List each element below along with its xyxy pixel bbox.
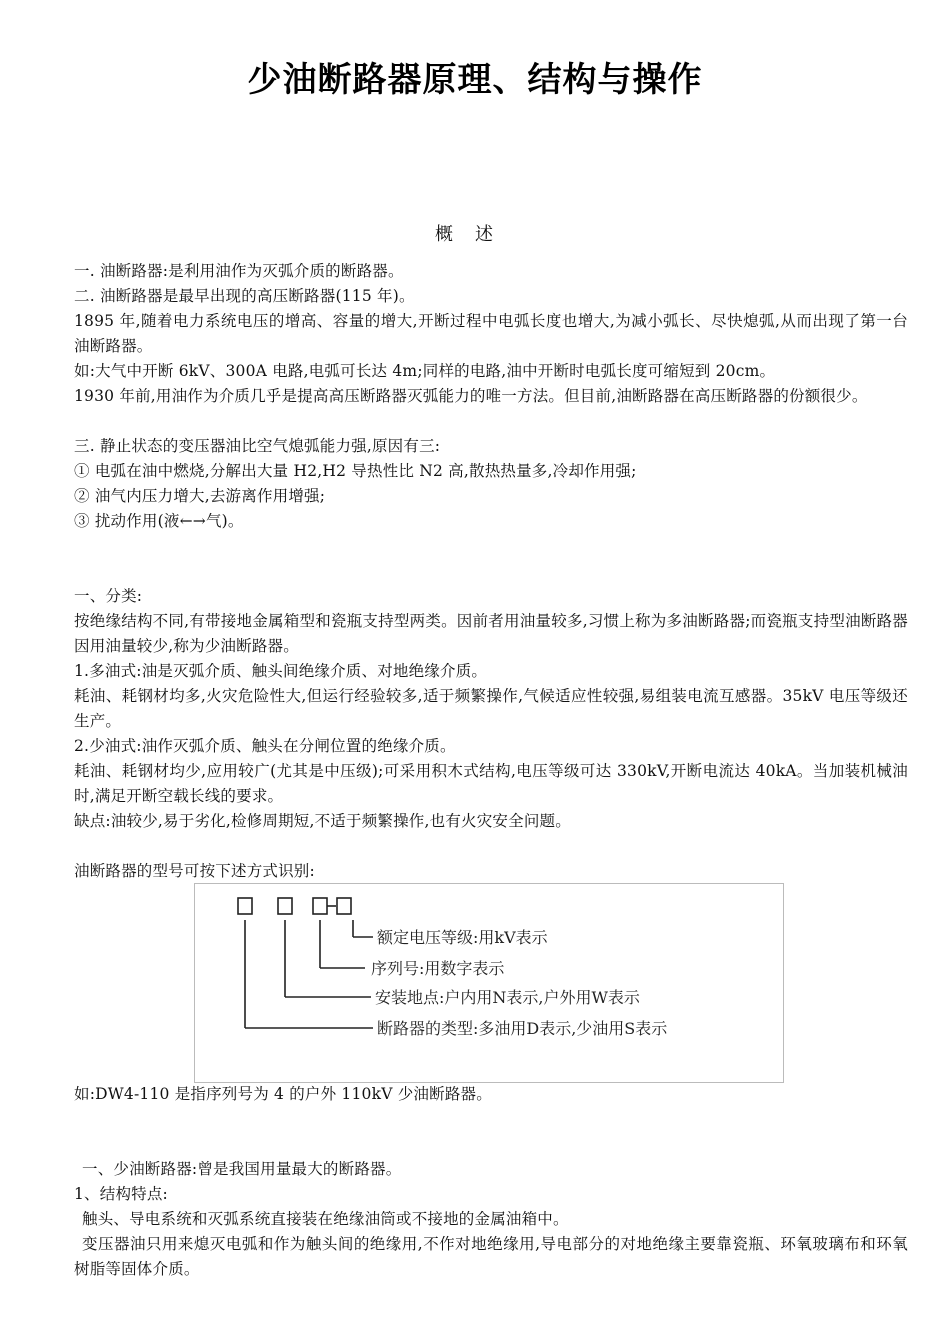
overview-list-item: ③ 扰动作用(液←→气)。 <box>74 512 244 530</box>
structure-subheading: 1、结构特点: <box>74 1185 168 1203</box>
overview-line: 二. 油断路器是最早出现的高压断路器(115 年)。 <box>74 287 415 305</box>
small-oil-heading: 一、少油断路器:曾是我国用量最大的断路器。 <box>82 1160 402 1178</box>
overview-list-item: ① 电弧在油中燃烧,分解出大量 H2,H2 导热性比 N2 高,散热热量多,冷却作用强; <box>74 462 637 480</box>
classification-heading: 一、分类: <box>74 587 143 605</box>
diagram-label-type: 断路器的类型:多油用D表示,少油用S表示 <box>377 1019 668 1038</box>
classification-paragraph: 耗油、耗钢材均少,应用较广(尤其是中压级);可采用积木式结构,电压等级可达 330kV,开断电流达 40kA。当加装机械油时,满足开断空载长线的要求。 <box>74 762 908 805</box>
model-intro: 油断路器的型号可按下述方式识别: <box>74 862 315 880</box>
code-box-voltage <box>337 898 351 914</box>
overview-line: 三. 静止状态的变压器油比空气熄弧能力强,原因有三: <box>74 437 441 455</box>
classification-line: 缺点:油较少,易于劣化,检修周期短,不适于频繁操作,也有火灾安全问题。 <box>74 812 571 830</box>
classification-line: 2.少油式:油作灭弧介质、触头在分闸位置的绝缘介质。 <box>74 737 456 755</box>
classification-paragraph: 按绝缘结构不同,有带接地金属箱型和瓷瓶支持型两类。因前者用油量较多,习惯上称为多油断路器;而瓷瓶支持型油断路器因用油量较少,称为少油断路器。 <box>74 612 908 655</box>
model-code-diagram <box>194 883 784 1083</box>
code-box-location <box>278 898 292 914</box>
structure-paragraph: 变压器油只用来熄灭电弧和作为触头间的绝缘用,不作对地绝缘用,导电部分的对地绝缘主要靠瓷瓶、环氧玻璃布和环氧树脂等固体介质。 <box>74 1235 908 1278</box>
document-title: 少油断路器原理、结构与操作 <box>247 60 703 100</box>
diagram-label-voltage: 额定电压等级:用kV表示 <box>377 928 548 947</box>
overview-paragraph: 1895 年,随着电力系统电压的增高、容量的增大,开断过程中电弧长度也增大,为减小弧长、尽快熄弧,从而出现了第一台油断路器。 <box>74 312 908 355</box>
overview-line: 一. 油断路器:是利用油作为灭弧介质的断路器。 <box>74 262 404 280</box>
overview-list-item: ② 油气内压力增大,去游离作用增强; <box>74 487 326 505</box>
overview-line: 如:大气中开断 6kV、300A 电路,电弧可长达 4m;同样的电路,油中开断时电弧长度可缩短到 20cm。 <box>74 362 776 380</box>
code-box-series <box>313 898 327 914</box>
diagram-label-series: 序列号:用数字表示 <box>371 959 505 978</box>
classification-line: 1.多油式:油是灭弧介质、触头间绝缘介质、对地绝缘介质。 <box>74 662 488 680</box>
structure-line: 触头、导电系统和灭弧系统直接装在绝缘油筒或不接地的金属油箱中。 <box>82 1210 569 1228</box>
overview-heading: 概述 <box>435 224 515 245</box>
model-example: 如:DW4-110 是指序列号为 4 的户外 110kV 少油断路器。 <box>74 1085 492 1103</box>
code-box-type <box>238 898 252 914</box>
diagram-label-location: 安装地点:户内用N表示,户外用W表示 <box>375 988 640 1007</box>
overview-paragraph: 1930 年前,用油作为介质几乎是提高高压断路器灭弧能力的唯一方法。但目前,油断路器在高压断路器的份额很少。 <box>74 387 868 405</box>
classification-paragraph: 耗油、耗钢材均多,火灾危险性大,但运行经验较多,适于频繁操作,气候适应性较强,易组装电流互感器。35kV 电压等级还生产。 <box>74 687 908 730</box>
